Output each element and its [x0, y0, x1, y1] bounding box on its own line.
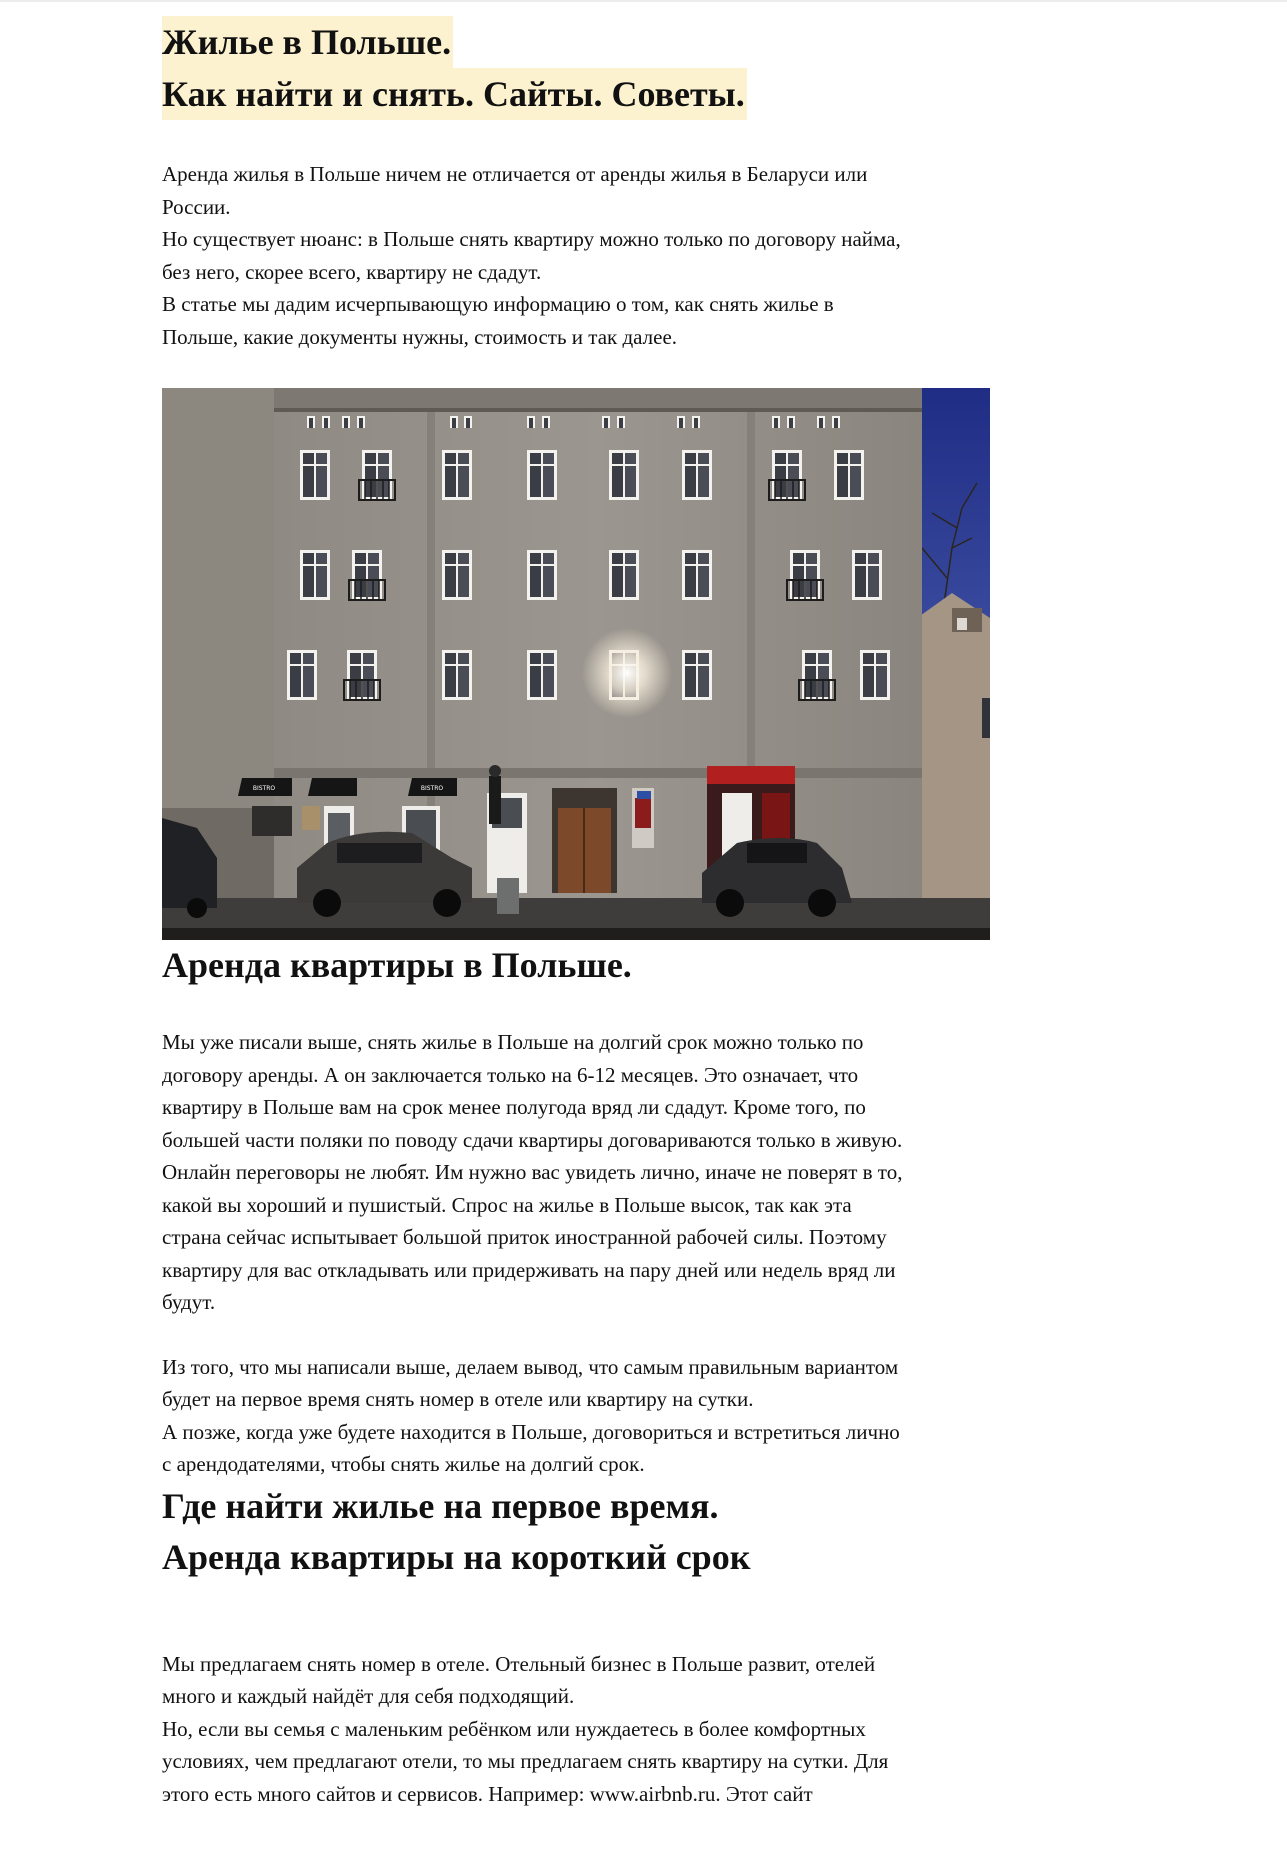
section-heading-rent: [162, 940, 992, 991]
svg-text:BISTRO: BISTRO: [420, 785, 444, 792]
text-line: Мы уже писали выше, снять жилье в Польше на долгий срок можно только по: [162, 1030, 864, 1054]
text-line: какой вы хороший и пушистый. Спрос на жилье в Польше высок, так как эта: [162, 1192, 852, 1217]
pedestrian: [489, 765, 501, 824]
text-line: много и каждый найдёт для себя подходящий.: [162, 1684, 575, 1708]
title-line-2: Как найти и снять. Сайты. Советы.: [162, 68, 747, 120]
text-line: А позже, когда уже будете находится в Польше, договориться и встретиться лично: [162, 1419, 900, 1444]
text-line: этого есть много сайтов и сервисов. Например: www.airbnb.ru. Этот сайт: [162, 1781, 813, 1806]
building-photo: [162, 388, 990, 940]
text-line: Но существует нюанс: в Польше снять квартиру можно только по договору найма,: [162, 227, 901, 251]
text-line: будут.: [162, 1290, 216, 1314]
text-line: Онлайн переговоры не любят. Им нужно вас увидеть лично, иначе не поверят в то,: [162, 1160, 903, 1184]
intro-paragraph: [162, 158, 992, 353]
text-line: без него, скорее всего, квартиру не сдадут.: [162, 259, 542, 284]
text-line: с арендодателями, чтобы снять жилье на долгий срок.: [162, 1452, 645, 1476]
svg-text:BISTRO: BISTRO: [252, 785, 276, 792]
text-line: страна сейчас испытывает большой приток иностранной рабочей силы. Поэтому: [162, 1225, 887, 1249]
text-line: России.: [162, 194, 231, 219]
text-line: Мы предлагаем снять номер в отеле. Отельный бизнес в Польше развит, отелей: [162, 1651, 876, 1676]
article-title: [162, 16, 992, 120]
text-line: Аренда жилья в Польше ничем не отличается от аренды жилья в Беларуси или: [162, 162, 868, 186]
text-line: Польше, какие документы нужны, стоимость и так далее.: [162, 324, 678, 349]
text-line: В статье мы дадим исчерпывающую информацию о том, как снять жилье в: [162, 292, 834, 316]
top-divider: [0, 0, 1287, 2]
text-line: условиях, чем предлагают отели, то мы предлагаем снять квартиру на сутки. Для: [162, 1749, 889, 1773]
text-line: большей части поляки по поводу сдачи квартиры договариваются только в живую.: [162, 1127, 903, 1152]
heading-line: Аренда квартиры на короткий срок: [162, 1536, 751, 1577]
text-line: квартиру для вас откладывать или придерживать на пару дней или недель вряд ли: [162, 1257, 896, 1282]
text-line: Из того, что мы написали выше, делаем вывод, что самым правильным вариантом: [162, 1354, 899, 1379]
heading-line: Аренда квартиры в Польше.: [162, 945, 632, 985]
title-line-1: Жилье в Польше.: [162, 16, 453, 68]
section-heading-short-term: [162, 1481, 992, 1583]
heading-line: Где найти жилье на первое время.: [162, 1485, 719, 1526]
text-line: Но, если вы семья с маленьким ребёнком или нуждаетесь в более комфортных: [162, 1716, 866, 1741]
text-line: будет на первое время снять номер в отеле или квартиру на сутки.: [162, 1387, 754, 1411]
section1-paragraph-2: [162, 1351, 992, 1481]
section1-paragraph-1: [162, 1026, 992, 1319]
section2-paragraph-1: [162, 1648, 992, 1811]
article: [162, 16, 992, 1810]
awnings: [238, 778, 457, 796]
text-line: договору аренды. А он заключается только на 6-12 месяцев. Это означает, что: [162, 1062, 859, 1087]
text-line: квартиру в Польше вам на срок менее полугода вряд ли сдадут. Кроме того, по: [162, 1095, 866, 1119]
